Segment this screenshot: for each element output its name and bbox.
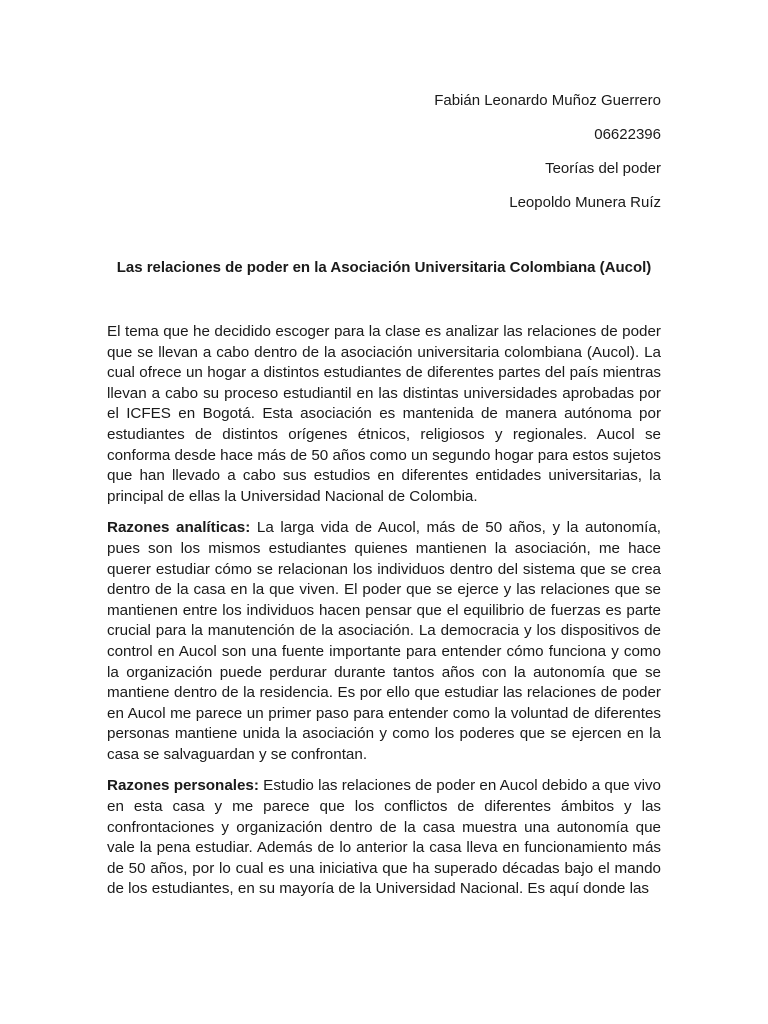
personal-reasons-text: Estudio las relaciones de poder en Aucol debido a que vivo en esta casa y me parece que los conflictos de diferentes ámbitos y las confrontaciones y organización dentro de la casa muestra una autonomía que vale la pena estudiar. Además de lo anterior la casa lleva en funcionamiento más de 50 años, por lo cual es una iniciativa que ha superado décadas bajo el mando de los estudiantes, en su mayoría de la Universidad Nacional. Es aquí donde las	[107, 777, 661, 898]
professor-name: Leopoldo Munera Ruíz	[509, 194, 661, 211]
course-name: Teorías del poder	[545, 160, 661, 177]
personal-reasons-heading: Razones personales:	[107, 777, 259, 795]
document-body	[107, 322, 661, 911]
author-name: Fabián Leonardo Muñoz Guerrero	[434, 92, 661, 109]
analytic-reasons-text: La larga vida de Aucol, más de 50 años, y la autonomía, pues son los mismos estudiantes quienes mantienen la asociación, me hace querer estudiar cómo se relacionan los individuos dentro del sistema que se crea dentro de la casa en la que viven. El poder que se ejerce y las relaciones que se mantienen entre los individuos hacen pensar que el equilibrio de fuerzas es parte crucial para la manutención de la asociación. La democracia y los dispositivos de control en Aucol son una fuente importante para entender cómo funciona y como la organización puede perdurar durante tantos años con la autonomía que se mantiene dentro de la residencia. Es por ello que estudiar las relaciones de poder en Aucol me parece un primer paso para entender como la voluntad de diferentes personas mantiene unida la asociación y como los poderes que se ejercen en la casa se salvaguardan y se confrontan.	[107, 519, 661, 763]
analytic-reasons-heading: Razones analíticas:	[107, 519, 251, 537]
paragraph-intro-text: El tema que he decidido escoger para la clase es analizar las relaciones de poder que se llevan a cabo dentro de la asociación universitaria colombiana (Aucol). La cual ofrece un hogar a distintos estudiantes de diferentes partes del país mientras llevan a cabo su proceso estudiantil en las distintas universidades aprobadas por el ICFES en Bogotá. Esta asociación es mantenida de manera autónoma por estudiantes de distintos orígenes étnicos, religiosos y regionales. Aucol se conforma desde hace más de 50 años como un segundo hogar para estos sujetos que han llevado a cabo sus estudios en diferentes entidades universitarias, la principal de ellas la Universidad Nacional de Colombia.	[107, 323, 661, 505]
paragraph-analytic-reasons	[107, 518, 661, 765]
paragraph-intro	[107, 322, 661, 507]
student-id: 06622396	[594, 126, 661, 143]
paragraph-personal-reasons	[107, 776, 661, 900]
author-header	[434, 90, 661, 226]
document-title: Las relaciones de poder en la Asociación Universitaria Colombiana (Aucol)	[116, 259, 652, 276]
